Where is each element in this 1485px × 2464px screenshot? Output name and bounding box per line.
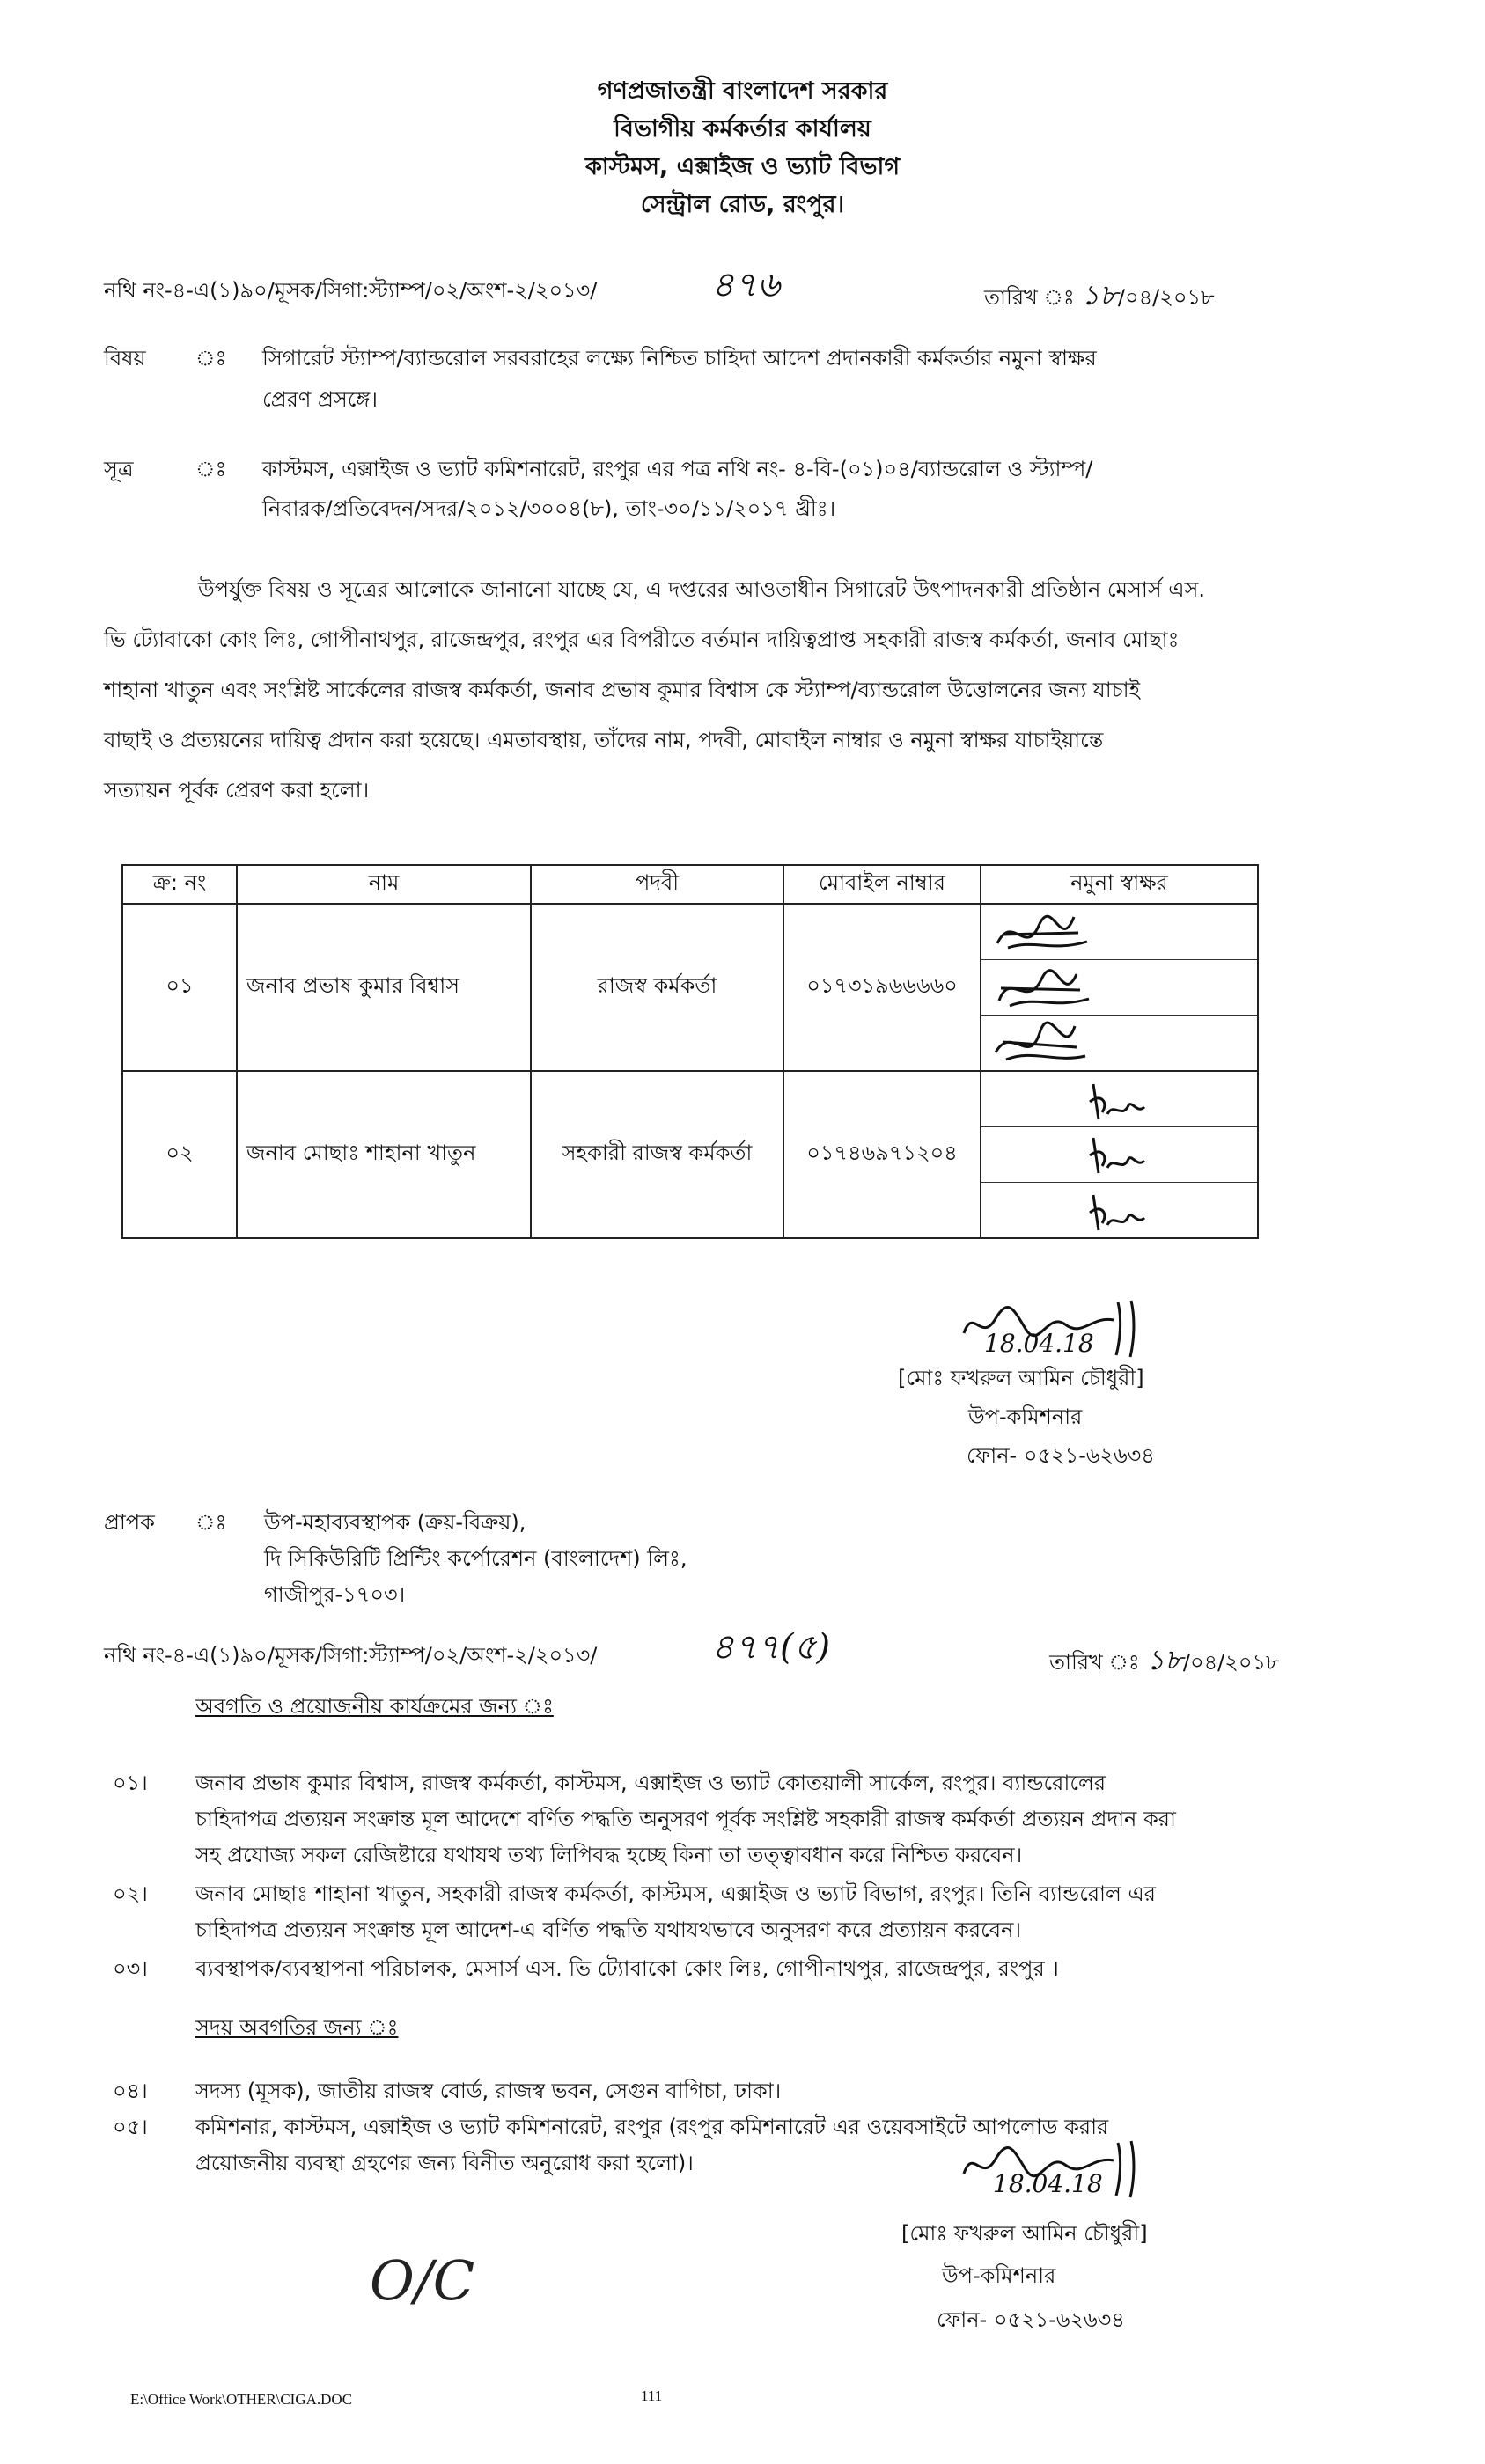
signature-handwritten-date: 18.04.18 <box>993 2169 1103 2198</box>
cell-mobile: ০১৭৩১৯৬৬৬৬০ <box>783 904 981 1071</box>
signatory-title: উপ-কমিশনার <box>968 1404 1083 1429</box>
footer-page-number: 111 <box>641 2387 663 2404</box>
signatory-title: উপ-কমিশনার <box>942 2263 1056 2288</box>
handwritten-day: ১৮ <box>1081 278 1118 312</box>
info-heading: সদয় অবগতির জন্য ঃ <box>195 2015 399 2040</box>
table-row <box>122 904 1258 1071</box>
initial-scribble-icon <box>1083 1131 1188 1182</box>
cell-serial: ০১ <box>122 904 237 1071</box>
subject-separator: ঃ <box>195 346 227 370</box>
col-header-post: পদবী <box>531 865 783 904</box>
handwritten-day: ১৮ <box>1146 1643 1183 1676</box>
subject-line2: প্রেরণ প্রসঙ্গে। <box>262 387 378 412</box>
signature-slot <box>981 1072 1257 1127</box>
recipient-line1: উপ-মহাব্যবস্থাপক (ক্রয়-বিক্রয়), <box>264 1510 526 1535</box>
source-line2: নিবারক/প্রতিবেদন/সদর/২০১২/৩০০৪(৮), তাং-৩০/১১/২০১৭ খ্রীঃ। <box>262 496 836 521</box>
date-label: তারিখ ঃ <box>984 285 1075 310</box>
recipient-line2: দি সিকিউরিটি প্রিন্টিং কর্পোরেশন (বাংলাদেশ) লিঃ, <box>264 1546 687 1571</box>
cell-signatures <box>981 904 1258 1071</box>
list-item-line: চাহিদাপত্র প্রত্যয়ন সংক্রান্ত মূল আদেশে বর্ণিত পদ্ধতি অনুসরণ পূর্বক সংশ্লিষ্ট সহকারী রাজস্ব কর্মকর্তা প্রত্যয়ন প্রদান করা <box>195 1807 1176 1831</box>
cell-serial: ০২ <box>122 1071 237 1238</box>
signatory-name: [মোঃ ফখরুল আমিন চৌধুরী] <box>901 2221 1148 2246</box>
body-line2: ভি ট্যোবাকো কোং লিঃ, গোপীনাথপুর, রাজেন্দ্রপুর, রংপুর এর বিপরীতে বর্তমান দায়িত্বপ্রাপ্ত সহকারী রাজস্ব কর্মকর্তা, জনাব মোছাঃ <box>104 627 1180 652</box>
list-item-line: কমিশনার, কাস্টমস, এক্সাইজ ও ভ্যাট কমিশনারেট, রংপুর (রংপুর কমিশনারেট এর ওয়েবসাইটে আপলোড করার <box>195 2115 1109 2139</box>
source-label: সূত্র <box>104 457 134 481</box>
signature-slot <box>981 1016 1257 1070</box>
office-header-line4: সেন্ট্রাল রোড, রংপুর। <box>640 191 845 218</box>
signatory-phone: ফোন- ০৫২১-৬২৬৩৪ <box>967 1443 1155 1468</box>
signatory-name: [মোঃ ফখরুল আমিন চৌধুরী] <box>898 1366 1144 1390</box>
recipient-line3: গাজীপুর-১৭০৩। <box>264 1582 406 1607</box>
signature-scribble-icon <box>990 908 1096 959</box>
body-line4: বাছাই ও প্রত্যয়নের দায়িত্ব প্রদান করা হয়েছে। এমতাবস্থায়, তাঁদের নাম, পদবী, মোবাইল নাম্বার ও নমুনা স্বাক্ষর যাচাইয়ান্তে <box>104 728 1104 752</box>
office-header-line1: গণপ্রজাতন্ত্রী বাংলাদেশ সরকার <box>597 77 888 105</box>
cell-mobile: ০১৭৪৬৯৭১২০৪ <box>783 1071 981 1238</box>
list-item-number: ০৪। <box>113 2079 148 2103</box>
list-item-line: জনাব প্রভাষ কুমার বিশ্বাস, রাজস্ব কর্মকর্তা, কাস্টমস, এক্সাইজ ও ভ্যাট কোতয়ালী সার্কেল, রংপুর। ব্যান্ডরোলের <box>195 1771 1106 1795</box>
table-row <box>122 1071 1258 1238</box>
list-item-number: ০৩। <box>113 1956 148 1981</box>
list-item-number: ০৫। <box>113 2115 148 2139</box>
list-item-line: ব্যবস্থাপক/ব্যবস্থাপনা পরিচালক, মেসার্স এস. ভি ট্যোবাকো কোং লিঃ, গোপীনাথপুর, রাজেন্দ্রপুর, রংপুর । <box>195 1956 1059 1981</box>
source-separator: ঃ <box>195 457 227 481</box>
signatory-phone: ফোন- ০৫২১-৬২৬৩৪ <box>937 2307 1125 2332</box>
cell-post: সহকারী রাজস্ব কর্মকর্তা <box>531 1071 783 1238</box>
memo-date <box>1049 1643 1280 1676</box>
source-line1: কাস্টমস, এক্সাইজ ও ভ্যাট কমিশনারেট, রংপুর এর পত্র নথি নং- ৪-বি-(০১)০৪/ব্যান্ডরোল ও স্ট্যাম্প/ <box>262 457 1093 481</box>
sample-signature-table <box>121 864 1259 1239</box>
date-label: তারিখ ঃ <box>1049 1650 1140 1675</box>
signature-slot <box>981 1183 1257 1237</box>
cell-signatures <box>981 1071 1258 1238</box>
action-heading: অবগতি ও প্রয়োজনীয় কার্যক্রমের জন্য ঃ <box>195 1694 554 1719</box>
signature-slot <box>981 1127 1257 1183</box>
signature-slot <box>981 960 1257 1016</box>
col-header-mobile: মোবাইল নাম্বার <box>783 865 981 904</box>
list-item-line: সহ প্রযোজ্য সকল রেজিষ্টারে যথাযথ তথ্য লিপিবদ্ধ হচ্ছে কিনা তা তত্ত্বাবধান করে নিশ্চিত করবেন। <box>195 1843 1023 1867</box>
office-header-line3: কাস্টমস, এক্সাইজ ও ভ্যাট বিভাগ <box>584 153 901 180</box>
subject-label: বিষয় <box>104 346 146 370</box>
signature-slot <box>981 905 1257 960</box>
cell-name: জনাব মোছাঃ শাহানা খাতুন <box>237 1071 531 1238</box>
memo-reference: নথি নং-৪-এ(১)৯০/মূসক/সিগা:স্ট্যাম্প/০২/অংশ-২/২০১৩/ <box>104 278 598 303</box>
signature-handwritten-date: 18.04.18 <box>984 1329 1094 1358</box>
signature-scribble-icon <box>990 1019 1096 1070</box>
initial-scribble-icon <box>1083 1186 1188 1237</box>
handwritten-oc-note: O/C <box>370 2248 475 2313</box>
list-item-number: ০১। <box>113 1771 148 1795</box>
handwritten-memo-number: ৪৭৭(৫) <box>711 1627 831 1668</box>
cell-post: রাজস্ব কর্মকর্তা <box>531 904 783 1071</box>
list-item-line: জনাব মোছাঃ শাহানা খাতুন, সহকারী রাজস্ব কর্মকর্তা, কাস্টমস, এক্সাইজ ও ভ্যাট বিভাগ, রংপুর। তিনি ব্যান্ডরোল এর <box>195 1881 1156 1906</box>
recipient-separator: ঃ <box>195 1510 227 1535</box>
date-rest: /০৪/২০১৮ <box>1182 1650 1280 1675</box>
col-header-name: নাম <box>237 865 531 904</box>
list-item-line: চাহিদাপত্র প্রত্যয়ন সংক্রান্ত মূল আদেশ-এ বর্ণিত পদ্ধতি যথাযথভাবে অনুসরণ করে প্রত্যায়ন করবেন। <box>195 1918 1022 1942</box>
subject-line1: সিগারেট স্ট্যাম্প/ব্যান্ডরোল সরবরাহের লক্ষ্যে নিশ্চিত চাহিদা আদেশ প্রদানকারী কর্মকর্তার নমুনা স্বাক্ষর <box>262 346 1097 370</box>
office-header-line2: বিভাগীয় কর্মকর্তার কার্যালয় <box>614 115 871 143</box>
col-header-serial: ক্র: নং <box>122 865 237 904</box>
recipient-label: প্রাপক <box>104 1510 155 1535</box>
body-line3: শাহানা খাতুন এবং সংশ্লিষ্ট সার্কেলের রাজস্ব কর্মকর্তা, জনাব প্রভাষ কুমার বিশ্বাস কে স্ট্যাম্প/ব্যান্ডরোল উত্তোলনের জন্য যাচাই <box>104 678 1141 702</box>
cell-name: জনাব প্রভাষ কুমার বিশ্বাস <box>237 904 531 1071</box>
table-header-row <box>122 865 1258 904</box>
memo-reference: নথি নং-৪-এ(১)৯০/মূসক/সিগা:স্ট্যাম্প/০২/অংশ-২/২০১৩/ <box>104 1643 598 1668</box>
list-item-line: প্রয়োজনীয় ব্যবস্থা গ্রহণের জন্য বিনীত অনুরোধ করা হলো)। <box>195 2151 694 2175</box>
body-line1: উপর্যুক্ত বিষয় ও সূত্রের আলোকে জানানো যাচ্ছে যে, এ দপ্তরের আওতাধীন সিগারেট উৎপাদনকারী প্রতিষ্ঠান মেসার্স এস. <box>198 577 1205 602</box>
footer-file-path: E:\Office Work\OTHER\CIGA.DOC <box>130 2391 353 2408</box>
list-item-line: সদস্য (মূসক), জাতীয় রাজস্ব বোর্ড, রাজস্ব ভবন, সেগুন বাগিচা, ঢাকা। <box>195 2079 782 2103</box>
initial-scribble-icon <box>1083 1075 1188 1126</box>
memo-date <box>984 278 1215 312</box>
body-line5: সত্যায়ন পূর্বক প্রেরণ করা হলো। <box>104 778 370 803</box>
handwritten-memo-number: ৪৭৬ <box>711 265 780 305</box>
list-item-number: ০২। <box>113 1881 148 1906</box>
col-header-sample-signature: নমুনা স্বাক্ষর <box>981 865 1258 904</box>
date-rest: /০৪/২০১৮ <box>1117 285 1215 310</box>
signature-scribble-icon <box>990 964 1096 1015</box>
